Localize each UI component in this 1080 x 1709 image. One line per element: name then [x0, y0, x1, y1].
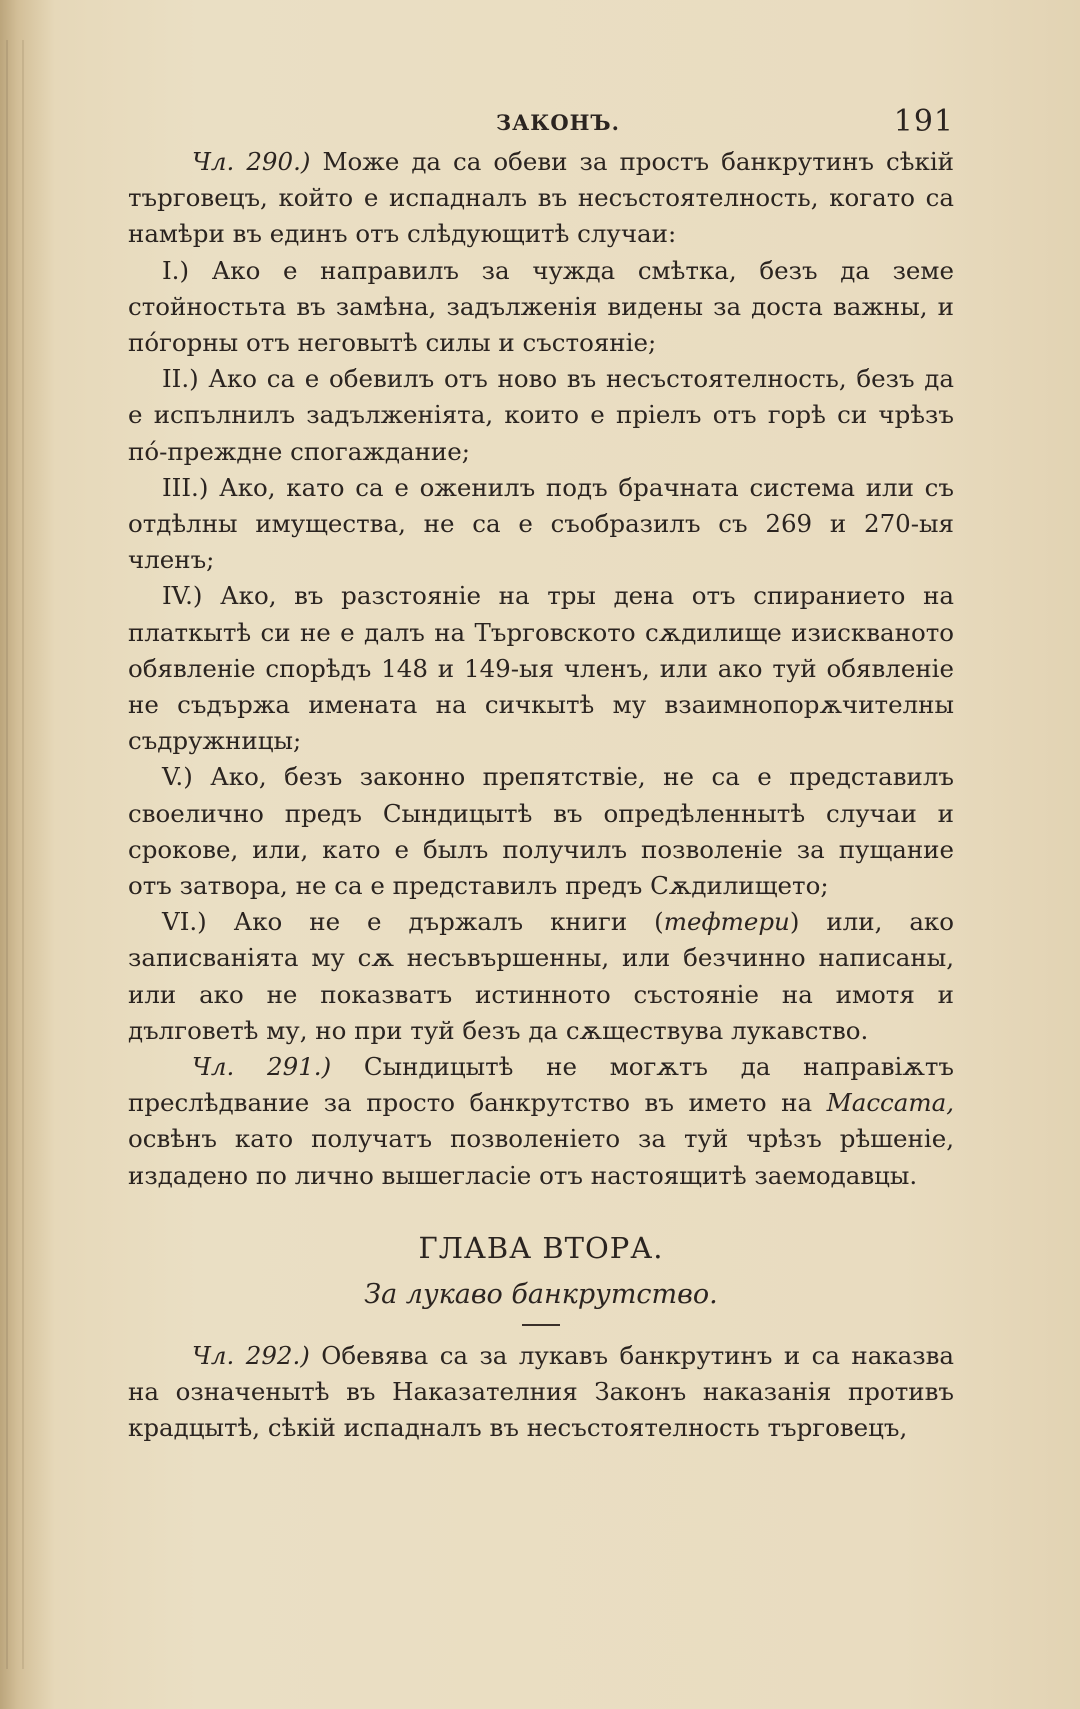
- clause-text: Ако са е обевилъ отъ ново въ несъстоятелность, безъ да е испълнилъ задълженіята, които е пріелъ отъ горѣ си чрѣзъ по́-преждне спогаждание;: [128, 364, 954, 466]
- clause-number: IV.): [162, 581, 203, 611]
- clause-text: Ако, безъ законно препятствіе, не са е представилъ своелично предъ Сындицытѣ въ опредѣленнытѣ случаи и срокове, или, като е былъ получилъ позволеніе за пущание отъ затвора, не са е представилъ предъ Сѫдилището;: [128, 762, 954, 901]
- clause-5: [128, 759, 954, 904]
- clause-1: [128, 253, 954, 362]
- divider: [522, 1324, 560, 1326]
- running-title: ЗАКОНЪ.: [496, 110, 620, 135]
- clause-text-cont: ) или, ако записваніята му сѫ несъвършенны, или безчинно написаны, или ако не показватъ истинното състояніе на имотя и дълговетѣ му, но при туй безъ да сѫществува лукавство.: [128, 907, 954, 1045]
- article-text: Обевява са за лукавъ банкрутинъ и са наказва на означенытѣ въ Наказателния Законъ наказанія противъ крадцытѣ, сѣкій испадналъ въ несъстоятелность търговецъ,: [128, 1340, 954, 1443]
- clause-number: III.): [162, 472, 209, 502]
- clause-number: V.): [162, 762, 193, 792]
- article-291: [128, 1049, 954, 1194]
- clause-4: [128, 578, 954, 759]
- article-text: Сындицытѣ не могѫтъ да направіѫтъ преслѣдвание за просто банкрутство въ името на: [128, 1052, 954, 1118]
- binding-edge: [22, 40, 24, 1669]
- article-number: Чл. 291.): [192, 1052, 332, 1082]
- clause-text: Ако, въ разстояніе на тры дена отъ спиранието на платкытѣ си не е далъ на Търговското сѫдилище изискваното обявленіе спорѣдъ 148 и 149-ыя членъ, или ако туй обявленіе не съдържа имената на сичкытѣ му взаимнопорѫчителны съдружницы;: [128, 581, 954, 756]
- article-290: [128, 144, 954, 253]
- clause-number: VI.): [162, 907, 207, 937]
- chapter-heading: ГЛАВА ВТОРА.: [418, 1230, 664, 1265]
- clause-number: I.): [162, 255, 190, 285]
- binding-edge: [6, 40, 8, 1669]
- article-number: Чл. 292.): [192, 1340, 310, 1370]
- page-content: [128, 100, 954, 1447]
- italic-term: тефтери: [663, 907, 790, 937]
- clause-3: [128, 470, 954, 579]
- clause-text: Ако е направилъ за чужда смѣтка, безъ да земе стойностьта въ замѣна, задълженія видены за доста важны, и по́горны отъ неговытѣ силы и състояніе;: [128, 255, 954, 358]
- clause-number: II.): [162, 364, 199, 394]
- article-text: Може да са обеви за простъ банкрутинъ сѣкій търговецъ, който е испадналъ въ несъстоятелность, когато са намѣри въ единъ отъ слѣдующитѣ случаи:: [128, 147, 954, 249]
- italic-term: Массата,: [826, 1088, 954, 1118]
- page-number: 191: [893, 104, 954, 139]
- clause-2: [128, 361, 954, 470]
- article-number: Чл. 290.): [192, 147, 311, 176]
- article-292: [128, 1338, 954, 1447]
- clause-text: Ако не е държалъ книги (: [206, 907, 664, 937]
- article-text-cont: освѣнъ като получатъ позволеніето за туй чрѣзъ рѣшеніе, издадено по лично вышегласіе отъ настоящитѣ заемодавцы.: [128, 1124, 954, 1190]
- clause-6: [128, 904, 954, 1049]
- running-head: [128, 100, 954, 144]
- clause-text: Ако, като са е оженилъ подъ брачната система или съ отдѣлны имущества, не са е съобразилъ съ 269 и 270-ыя членъ;: [128, 472, 954, 575]
- chapter-subtitle: За лукаво банкрутство.: [364, 1278, 718, 1310]
